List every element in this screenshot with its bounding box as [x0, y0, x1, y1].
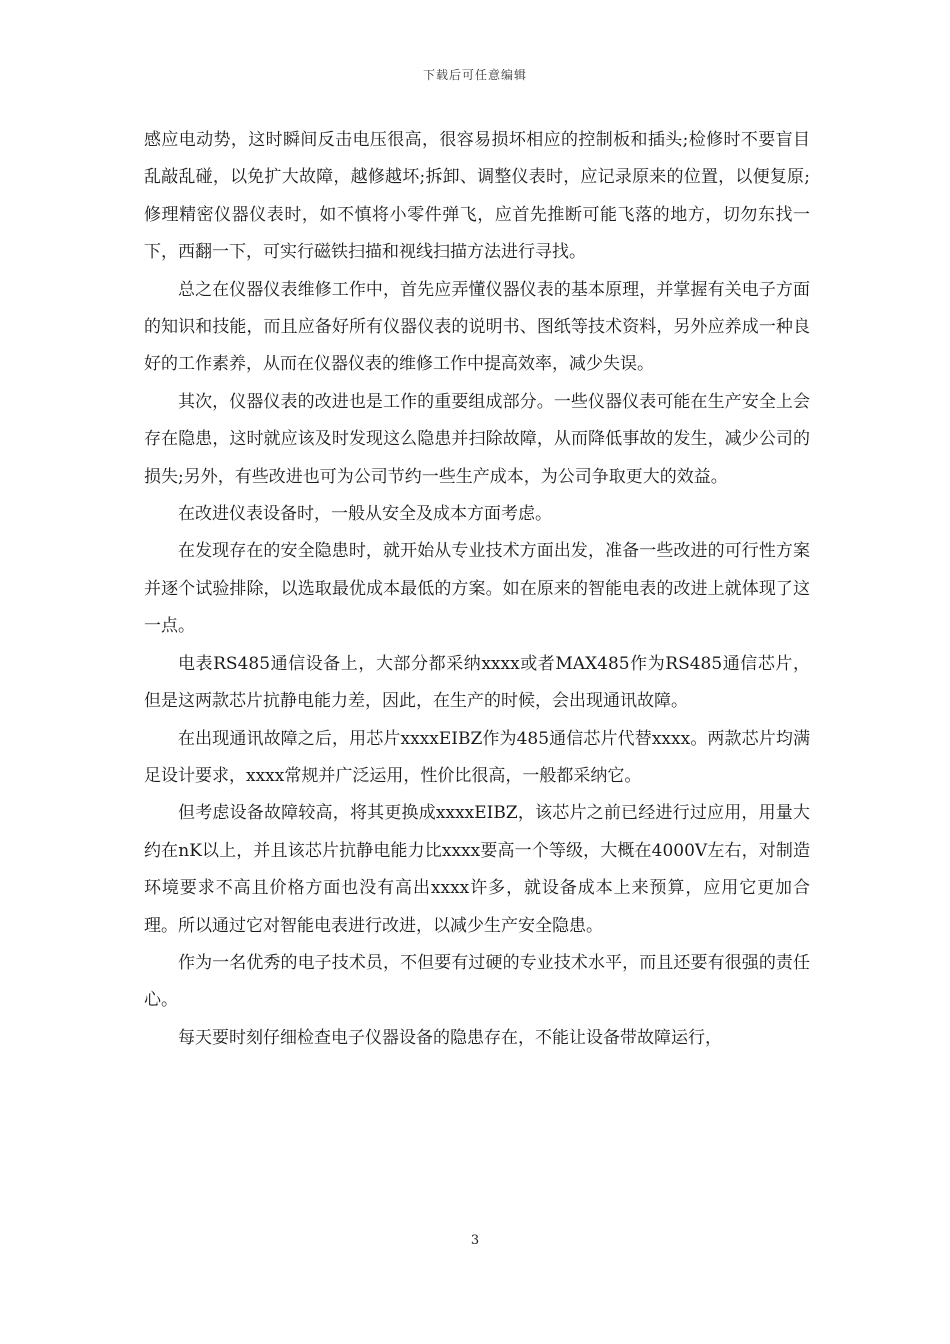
page-number: 3 [470, 1233, 480, 1248]
paragraph-7: 在出现通讯故障之后，用芯片xxxxEIBZ作为485通信芯片代替xxxx。两款芯片均满足设计要求，xxxx常规并广泛运用，性价比很高，一般都采纳它。 [144, 728, 810, 786]
paragraph-6: 电表RS485通信设备上，大部分都采纳xxxx或者MAX485作为RS485通信芯片，但是这两款芯片抗静电能力差，因此，在生产的时候，会出现通讯故障。 [144, 653, 810, 712]
paragraph-4: 在改进仪表设备时，一般从安全及成本方面考虑。 [178, 504, 552, 525]
paragraph-10: 每天要时刻仔细检查电子仪器设备的隐患存在，不能让设备带故障运行， [178, 1027, 722, 1048]
page-header: 下载后可任意编辑 [422, 68, 527, 82]
paragraph-5: 在发现存在的安全隐患时，就开始从专业技术方面出发，准备一些改进的可行性方案并逐个试验排除，以选取最优成本最低的方案。如在原来的智能电表的改进上就体现了这一点。 [144, 541, 810, 637]
paragraph-2: 总之在仪器仪表维修工作中，首先应弄懂仪器仪表的基本原理，并掌握有关电子方面的知识和技能，而且应备好所有仪器仪表的说明书、图纸等技术资料，另外应养成一种良好的工作素养，从而在仪器仪表的维修工作中提高效率，减少失误。 [144, 279, 810, 375]
document-body [144, 122, 810, 1057]
paragraph-9: 作为一名优秀的电子技术员，不但要有过硬的专业技术水平，而且还要有很强的责任心。 [144, 952, 810, 1011]
paragraph-3: 其次，仪器仪表的改进也是工作的重要组成部分。一些仪器仪表可能在生产安全上会存在隐患，这时就应该及时发现这么隐患并扫除故障，从而降低事故的发生，减少公司的损失;另外，有些改进也可为公司节约一些生产成本，为公司争取更大的效益。 [144, 391, 810, 487]
paragraph-8: 但考虑设备故障较高，将其更换成xxxxEIBZ，该芯片之前已经进行过应用，用量大约在nK以上，并且该芯片抗静电能力比xxxx要高一个等级，大概在4000V左右，对制造环境要求不高且价格方面也没有高出xxxx许多，就设备成本上来预算，应用它更加合理。所以通过它对智能电表进行改进，以减少生产安全隐患。 [144, 803, 810, 936]
paragraph-1: 感应电动势，这时瞬间反击电压很高，很容易损坏相应的控制板和插头;检修时不要盲目乱敲乱碰，以免扩大故障，越修越坏;拆卸、调整仪表时，应记录原来的位置，以便复原;修理精密仪器仪表时，如不慎将小零件弹飞，应首先推断可能飞落的地方，切勿东找一下，西翻一下，可实行磁铁扫描和视线扫描方法进行寻找。 [144, 130, 810, 263]
